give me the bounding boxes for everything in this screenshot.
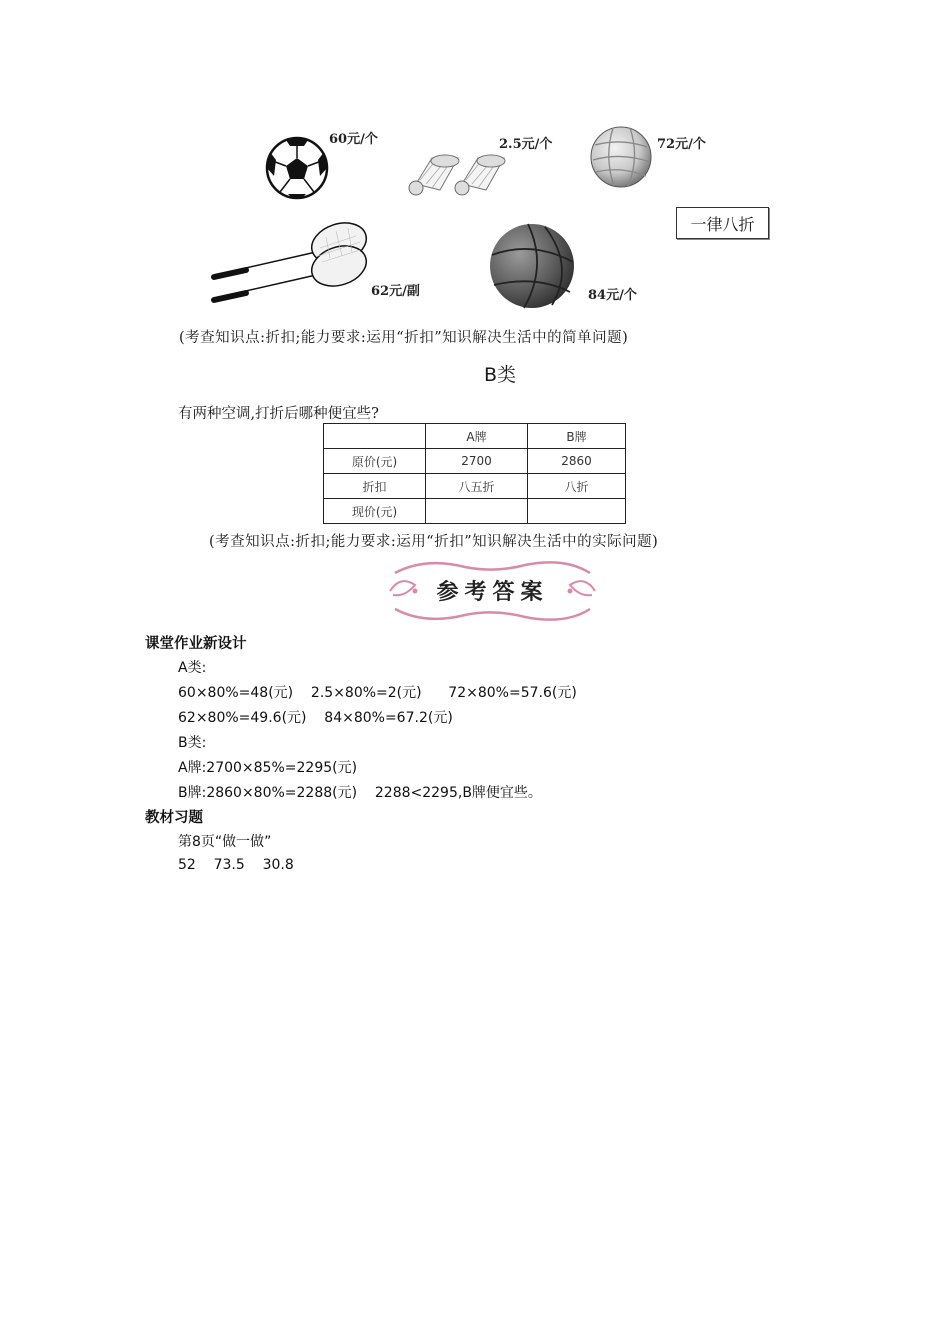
heading-classwork: 课堂作业新设计 xyxy=(145,636,247,652)
answer-b-label: B类: xyxy=(178,735,207,751)
note-a: (考查知识点:折扣;能力要求:运用“折扣”知识解决生活中的简单问题) xyxy=(179,330,629,346)
table-cell xyxy=(426,499,528,524)
table-cell: A牌 xyxy=(426,424,528,449)
table-cell xyxy=(528,499,626,524)
answer-b-line2: B牌:2860×80%=2288(元) 2288<2295,B牌便宜些。 xyxy=(178,785,542,801)
table-cell: 原价(元) xyxy=(324,449,426,474)
answer-a-line1: 60×80%=48(元) 2.5×80%=2(元) 72×80%=57.6(元) xyxy=(178,685,577,701)
table-cell: 八折 xyxy=(528,474,626,499)
discount-sign: 一律八折 xyxy=(676,207,769,239)
page-reference: 第8页“做一做” xyxy=(178,834,272,850)
table-cell: 2700 xyxy=(426,449,528,474)
table-cell: B牌 xyxy=(528,424,626,449)
shuttlecock-icon xyxy=(409,155,505,195)
soccer-ball-price: 60元/个 xyxy=(329,132,378,147)
shuttlecock-price: 2.5元/个 xyxy=(499,137,553,152)
comparison-table xyxy=(323,423,626,524)
table-cell: 折扣 xyxy=(324,474,426,499)
sports-goods-illustration xyxy=(0,0,950,320)
table-cell: 现价(元) xyxy=(324,499,426,524)
table-cell xyxy=(324,424,426,449)
soccer-ball-icon xyxy=(267,138,327,198)
badminton-rackets-icon xyxy=(214,216,372,300)
table-row xyxy=(324,449,626,474)
answer-b-line1: A牌:2700×85%=2295(元) xyxy=(178,760,358,776)
volleyball-price: 72元/个 xyxy=(657,137,706,152)
table-cell: 2860 xyxy=(528,449,626,474)
basketball-icon xyxy=(490,224,574,308)
volleyball-icon xyxy=(591,127,651,187)
note-b: (考查知识点:折扣;能力要求:运用“折扣”知识解决生活中的实际问题) xyxy=(209,534,659,550)
answer-a-label: A类: xyxy=(178,660,207,676)
exercise-results: 52 73.5 30.8 xyxy=(178,857,294,873)
basketball-price: 84元/个 xyxy=(588,288,637,303)
table-row xyxy=(324,474,626,499)
answer-a-line2: 62×80%=49.6(元) 84×80%=67.2(元) xyxy=(178,710,453,726)
section-b-title: B类 xyxy=(483,364,517,386)
table-cell: 八五折 xyxy=(426,474,528,499)
rackets-price: 62元/副 xyxy=(371,284,420,299)
heading-textbook: 教材习题 xyxy=(145,810,203,826)
table-row xyxy=(324,499,626,524)
answer-banner-title: 参考答案 xyxy=(436,579,549,605)
section-b-question: 有两种空调,打折后哪种便宜些? xyxy=(178,406,379,422)
table-row xyxy=(324,424,626,449)
